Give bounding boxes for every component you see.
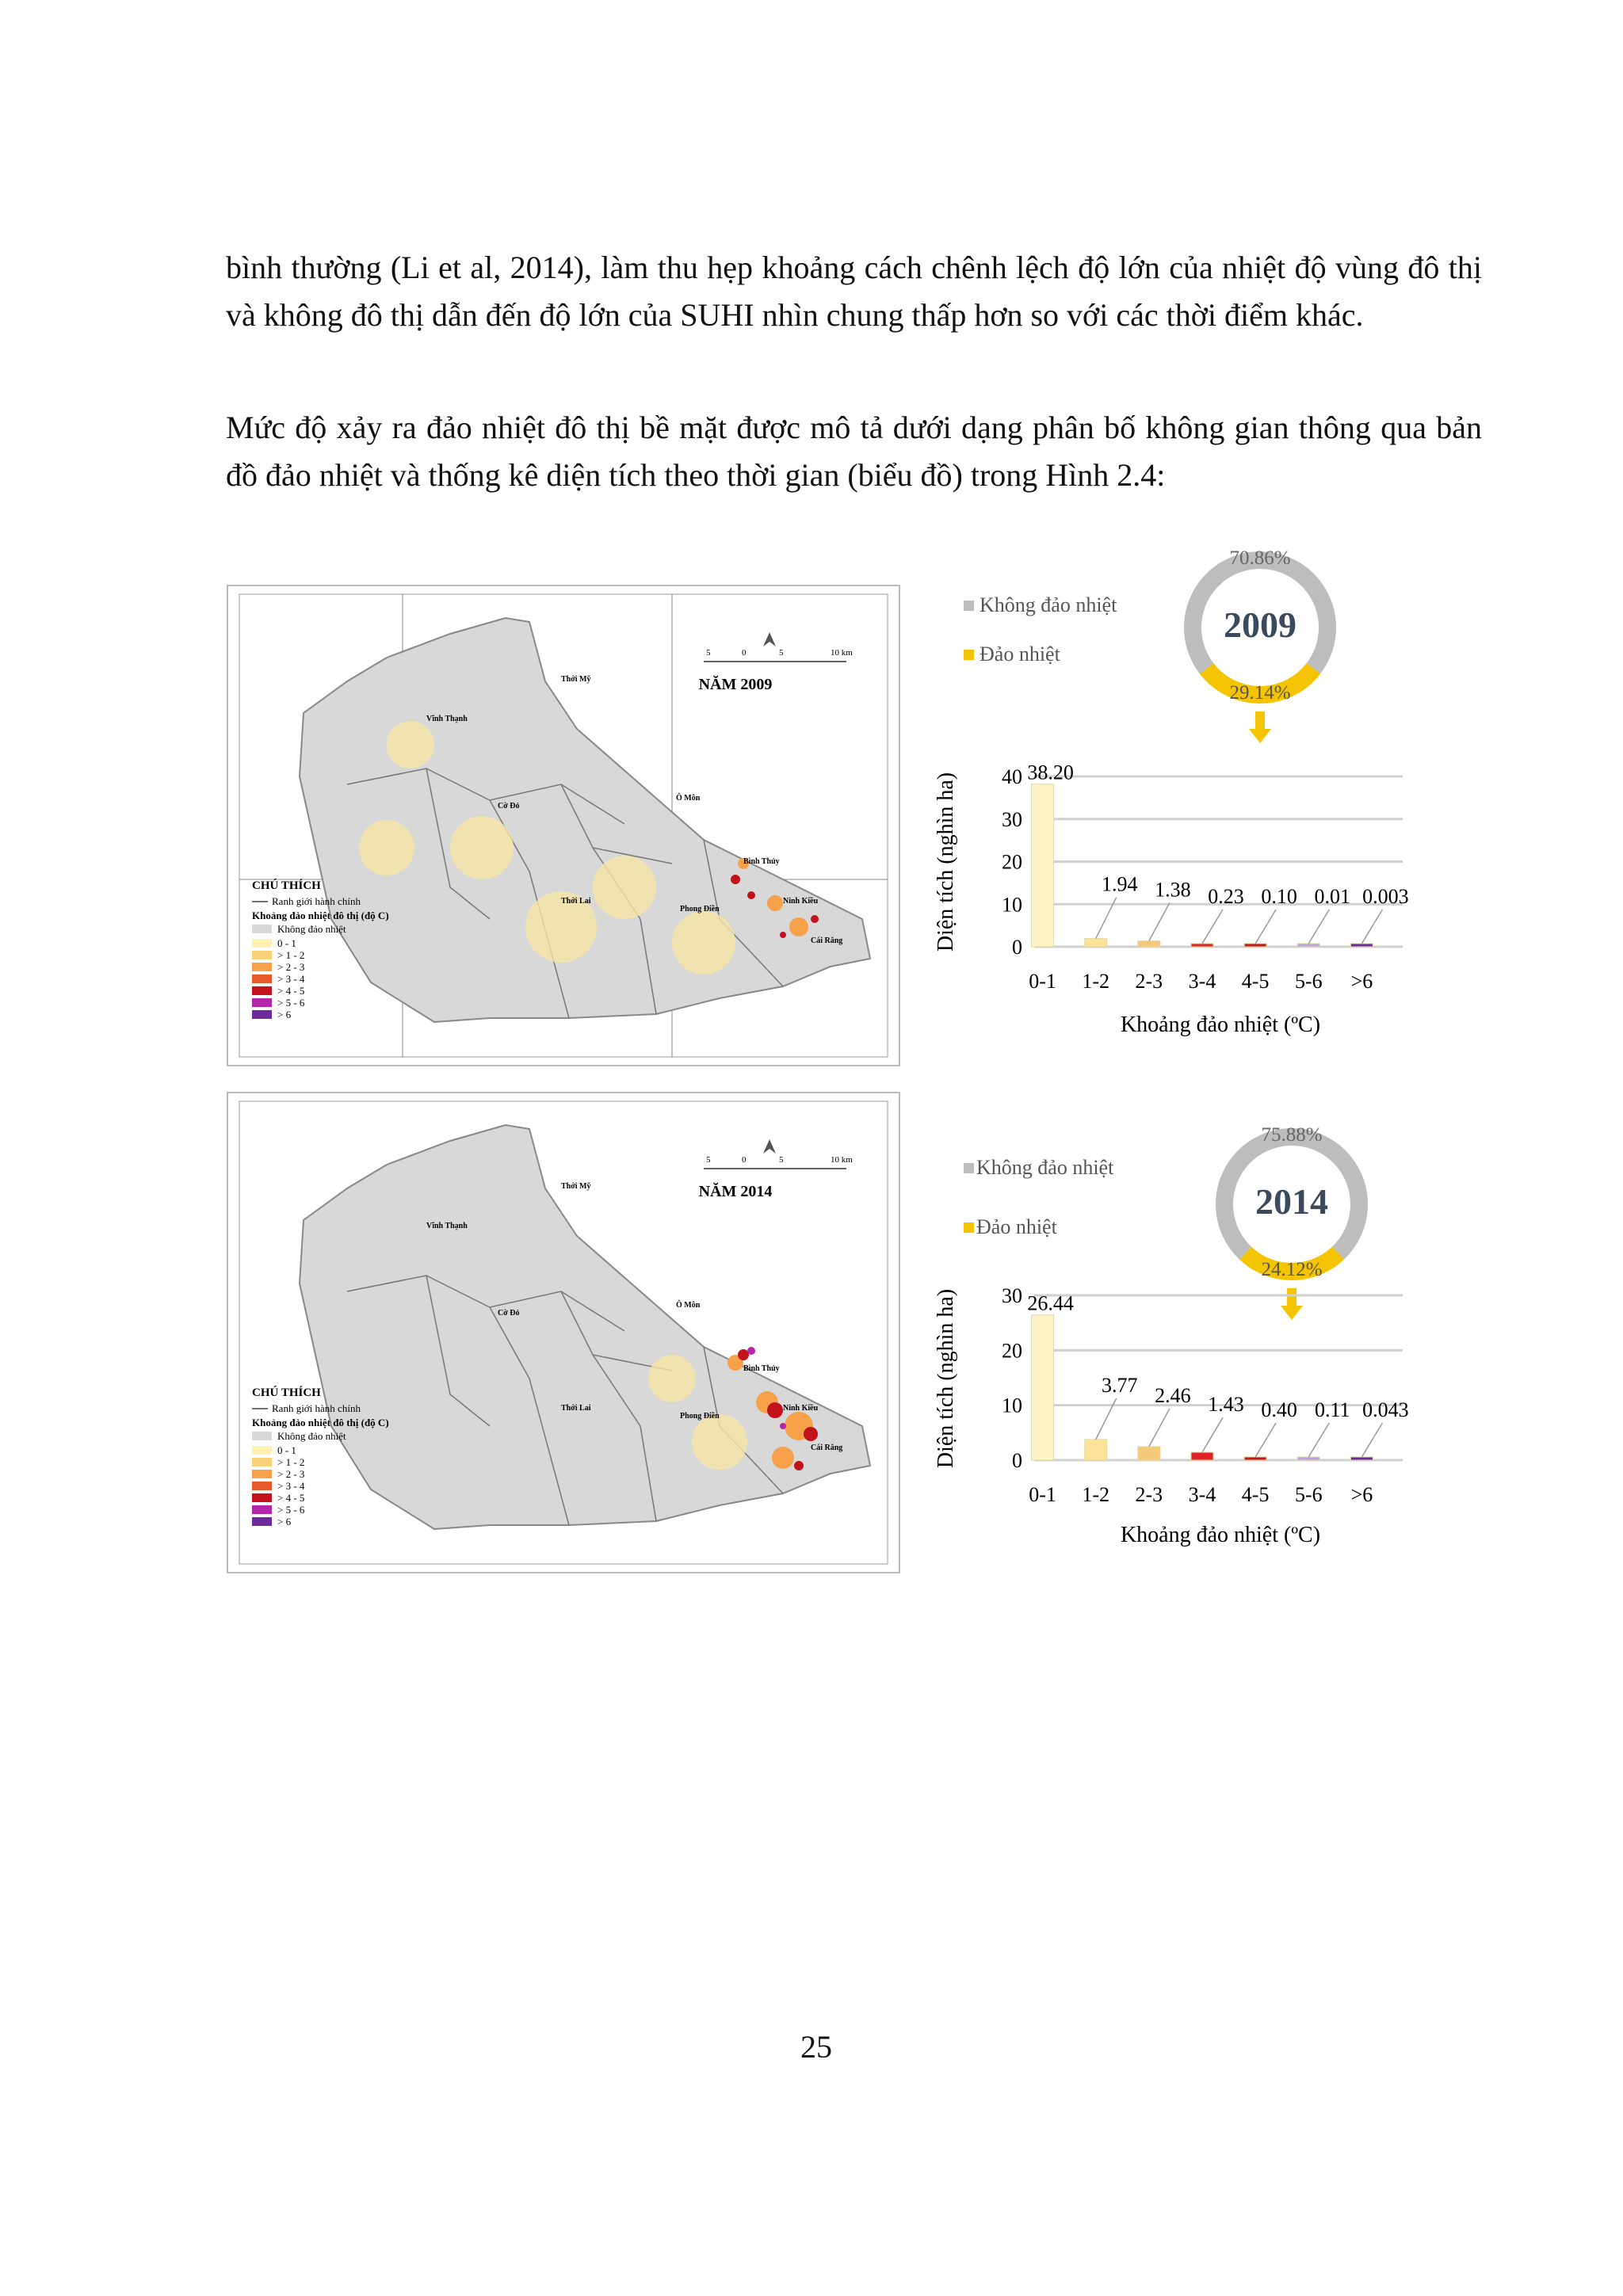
label-leader (1308, 910, 1329, 944)
y-tick-label: 10 (1002, 893, 1022, 917)
legend-class-label: > 3 - 4 (277, 973, 305, 985)
legend-class-swatch (252, 963, 272, 971)
y-tick-label: 0 (1012, 1449, 1022, 1472)
legend-swatch-heat (964, 650, 974, 660)
svg-text:Không đảo nhiệt: Không đảo nhiệt (277, 923, 346, 935)
legend-class-label: > 6 (277, 1009, 292, 1020)
bar (1244, 1457, 1266, 1460)
x-tick-label: 5-6 (1294, 970, 1323, 993)
down-arrow (1249, 711, 1271, 743)
legend-class-swatch (252, 986, 272, 995)
place-label: Phong Điền (680, 905, 720, 913)
north-arrow (763, 632, 776, 646)
y-tick-label: 10 (1002, 1394, 1022, 1417)
bar (1244, 944, 1266, 947)
bar (1138, 941, 1160, 947)
bar-value-label: 0.043 (1362, 1398, 1409, 1421)
pie-value-label: 70.86% (1229, 547, 1291, 569)
svg-text:Không đảo nhiệt: Không đảo nhiệt (277, 1430, 346, 1442)
legend-class-swatch (252, 1493, 272, 1502)
legend-label-none: Không đảo nhiệt (976, 1156, 1114, 1179)
bar-value-label: 38.20 (1027, 761, 1074, 784)
label-leader (1361, 910, 1382, 944)
x-tick-label: >6 (1350, 970, 1373, 993)
bar-value-label: 1.43 (1208, 1393, 1244, 1417)
place-label: Ô Môn (676, 794, 701, 803)
svg-text:Khoảng đảo nhiệt đô thị (độ C): Khoảng đảo nhiệt đô thị (độ C) (252, 910, 389, 921)
place-label: Bình Thủy (743, 1364, 780, 1373)
legend-label-none: Không đảo nhiệt (980, 593, 1117, 616)
y-tick-label: 20 (1002, 850, 1022, 874)
x-tick-label: 2-3 (1135, 970, 1163, 993)
bar (1138, 1447, 1160, 1460)
x-tick-label: 4-5 (1241, 1483, 1270, 1506)
place-label: Ninh Kiều (783, 897, 819, 906)
place-label: Cái Răng (811, 1444, 843, 1452)
svg-text:CHÚ THÍCH: CHÚ THÍCH (252, 1386, 321, 1399)
place-label: Thới Mỹ (561, 675, 591, 684)
pie-value-label: 29.14% (1229, 682, 1291, 704)
x-tick-label: 3-4 (1188, 970, 1216, 993)
legend-class-label: > 4 - 5 (277, 1492, 305, 1504)
bar-value-label: 1.94 (1101, 872, 1138, 896)
legend-class-label: > 1 - 2 (277, 1456, 305, 1468)
legend-swatch-none (964, 1163, 974, 1173)
bar-value-label: 0.23 (1208, 885, 1244, 908)
scale-tick: 0 (742, 648, 747, 658)
legend-label-heat: Đảo nhiệt (976, 1215, 1057, 1238)
x-axis-title: Khoảng đảo nhiệt (ºC) (1120, 1523, 1321, 1547)
scale-tick: 10 km (831, 648, 853, 658)
map-2009-svg (228, 586, 899, 1065)
place-label: Vĩnh Thạnh (426, 1222, 468, 1230)
paragraph-1: bình thường (Li et al, 2014), làm thu hẹp khoảng cách chênh lệch độ lớn của nhiệt độ vùng đô thị và không đô thị dẫn đến độ lớn của SUHI nhìn chung thấp hơn so với các thời điểm khác. (226, 250, 1482, 333)
chart-2014 (919, 1109, 1426, 1561)
bar (1032, 784, 1054, 947)
bar (1350, 944, 1373, 947)
place-label: Thới Lai (561, 897, 591, 906)
paragraph-2: Mức độ xảy ra đảo nhiệt đô thị bề mặt được mô tả dưới dạng phân bố không gian thông qua bản đồ đảo nhiệt và thống kê diện tích theo thời gian (biểu đồ) trong Hình 2.4: (226, 410, 1482, 493)
x-tick-label: 1-2 (1082, 970, 1110, 993)
legend-class-label: > 1 - 2 (277, 949, 305, 961)
bar-value-label: 0.40 (1261, 1398, 1297, 1421)
bar (1085, 1440, 1107, 1460)
bar (1191, 944, 1213, 947)
legend-label-heat: Đảo nhiệt (980, 643, 1060, 666)
place-label: Bình Thủy (743, 857, 780, 866)
y-tick-label: 0 (1012, 936, 1022, 959)
x-tick-label: 5-6 (1294, 1483, 1323, 1506)
legend-class-swatch (252, 939, 272, 948)
legend-class-swatch (252, 1446, 272, 1455)
place-label: Thới Mỹ (561, 1182, 591, 1191)
scale-tick: 5 (779, 648, 784, 658)
y-tick-label: 30 (1002, 1284, 1022, 1307)
svg-text:Ranh giới hành chính: Ranh giới hành chính (272, 895, 361, 907)
svg-text:Ranh giới hành chính: Ranh giới hành chính (272, 1402, 361, 1414)
pie-value-label: 24.12% (1261, 1259, 1323, 1280)
bar (1350, 1457, 1373, 1460)
bar (1191, 1452, 1213, 1460)
x-tick-label: >6 (1350, 1483, 1373, 1506)
svg-text:Khoảng đảo nhiệt đô thị (độ C): Khoảng đảo nhiệt đô thị (độ C) (252, 1417, 389, 1428)
x-tick-label: 4-5 (1241, 970, 1270, 993)
label-leader (1308, 1423, 1329, 1457)
svg-text:CHÚ THÍCH: CHÚ THÍCH (252, 879, 321, 892)
y-axis-title: Diện tích (nghìn ha) (934, 1288, 958, 1469)
place-label: Ô Môn (676, 1301, 701, 1310)
map-year-label: NĂM 2009 (698, 676, 773, 693)
bar-value-label: 0.01 (1314, 885, 1351, 908)
y-tick-label: 30 (1002, 807, 1022, 831)
legend-class-swatch (252, 1482, 272, 1490)
place-label: Cờ Đỏ (498, 1309, 520, 1318)
legend-swatch-none (964, 601, 974, 611)
bar-value-label: 3.77 (1101, 1373, 1138, 1397)
legend-class-label: 0 - 1 (277, 1444, 296, 1456)
bar (1297, 944, 1319, 947)
down-arrow (1281, 1288, 1303, 1320)
label-leader (1202, 1417, 1223, 1452)
label-leader (1149, 1409, 1170, 1447)
place-label: Thới Lai (561, 1404, 591, 1413)
bar-value-label: 26.44 (1027, 1291, 1074, 1315)
place-label: Phong Điền (680, 1412, 720, 1421)
place-label: Vĩnh Thạnh (426, 715, 468, 723)
scale-tick: 0 (742, 1155, 747, 1165)
pie-center-year: 2014 (1255, 1181, 1328, 1222)
place-label: Cờ Đỏ (498, 802, 520, 810)
legend-class-swatch (252, 998, 272, 1007)
y-tick-label: 40 (1002, 765, 1022, 788)
x-tick-label: 0-1 (1029, 970, 1056, 993)
bar-value-label: 0.10 (1261, 885, 1297, 908)
legend-swatch-heat (964, 1222, 974, 1233)
legend-class-label: > 4 - 5 (277, 985, 305, 997)
legend-class-swatch (252, 1517, 272, 1526)
bar-value-label: 0.11 (1315, 1398, 1350, 1421)
bar-value-label: 2.46 (1155, 1383, 1191, 1407)
bar (1085, 939, 1107, 947)
place-label: Cái Răng (811, 936, 843, 945)
legend-class-swatch (252, 951, 272, 959)
legend-class-swatch (252, 1505, 272, 1514)
label-leader (1149, 903, 1170, 941)
legend-class-label: > 5 - 6 (277, 997, 305, 1009)
heat-island-map-2014 (227, 1092, 900, 1573)
bar-value-label: 1.38 (1155, 878, 1191, 902)
bar (1297, 1457, 1319, 1460)
y-axis-title: Diện tích (nghìn ha) (934, 772, 958, 952)
legend-class-swatch (252, 1458, 272, 1466)
pie-value-label: 75.88% (1261, 1124, 1323, 1146)
scale-tick: 5 (706, 1155, 711, 1165)
y-tick-label: 20 (1002, 1339, 1022, 1363)
label-leader (1361, 1423, 1382, 1457)
map-year-label: NĂM 2014 (698, 1183, 773, 1200)
pie-center-year: 2009 (1224, 605, 1296, 645)
x-tick-label: 3-4 (1188, 1483, 1216, 1506)
label-leader (1255, 1423, 1276, 1457)
bar (1032, 1315, 1054, 1460)
legend-class-label: > 3 - 4 (277, 1480, 305, 1492)
place-label: Ninh Kiều (783, 1404, 819, 1413)
scale-tick: 10 km (831, 1155, 853, 1165)
chart-2009 (919, 539, 1426, 1046)
heat-island-map-2009 (227, 585, 900, 1066)
label-leader (1202, 910, 1223, 944)
bar-value-label: 0.003 (1362, 885, 1409, 908)
legend-class-label: 0 - 1 (277, 937, 296, 949)
pie-legend (964, 593, 1117, 666)
x-axis-title: Khoảng đảo nhiệt (ºC) (1120, 1013, 1321, 1037)
legend-class-label: > 2 - 3 (277, 1468, 305, 1480)
pie-legend (964, 1156, 1114, 1238)
page-number: 25 (800, 2029, 832, 2065)
x-tick-label: 2-3 (1135, 1483, 1163, 1506)
legend-class-swatch (252, 1470, 272, 1478)
legend-class-label: > 5 - 6 (277, 1504, 305, 1516)
x-tick-label: 1-2 (1082, 1483, 1110, 1506)
scale-tick: 5 (706, 648, 711, 658)
north-arrow (763, 1139, 776, 1154)
legend-class-label: > 2 - 3 (277, 961, 305, 973)
legend-class-label: > 6 (277, 1516, 292, 1527)
map-2014-svg (228, 1093, 899, 1572)
legend-class-swatch (252, 1010, 272, 1019)
scale-tick: 5 (779, 1155, 784, 1165)
legend-class-swatch (252, 974, 272, 983)
x-tick-label: 0-1 (1029, 1483, 1056, 1506)
label-leader (1255, 910, 1276, 944)
